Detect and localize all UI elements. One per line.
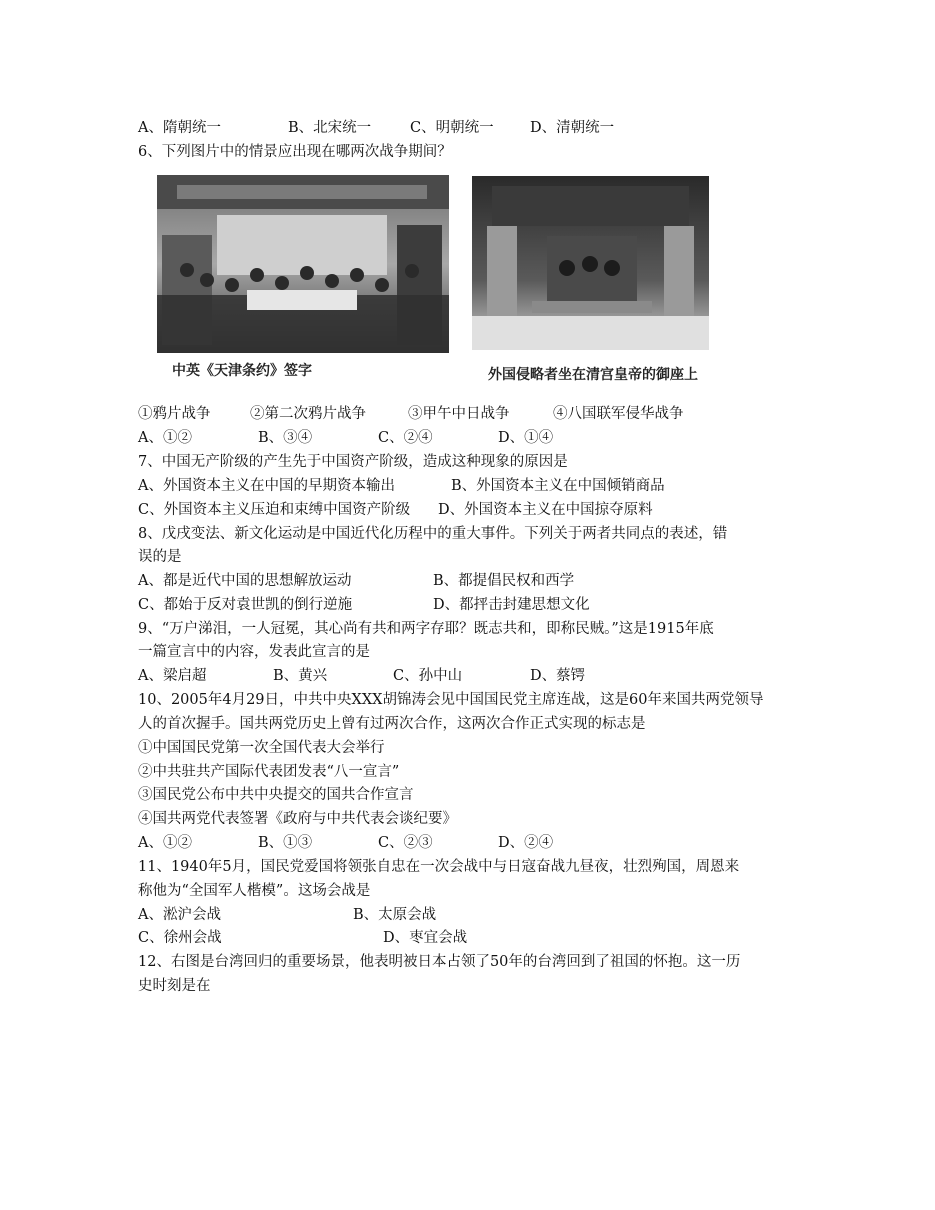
q8-stem-line2: 误的是 [138, 549, 182, 565]
q5-option-b[interactable]: B、北宋统一 [288, 120, 372, 136]
q11-option-d[interactable]: D、枣宜会战 [383, 930, 468, 946]
q11-stem-line2: 称他为“全国军人楷模”。这场会战是 [138, 883, 371, 899]
q10-option-b[interactable]: B、①③ [258, 835, 313, 851]
q10-option-c[interactable]: C、②③ [378, 835, 433, 851]
q10-item-4: ④国共两党代表签署《政府与中共代表会谈纪要》 [138, 811, 457, 827]
q9-option-a[interactable]: A、梁启超 [138, 668, 207, 684]
q11-stem-line1: 11、1940年5月，国民党爱国将领张自忠在一次会战中与日寇奋战九昼夜，壮烈殉国，周恩来 [138, 859, 740, 875]
q7-option-a[interactable]: A、外国资本主义在中国的早期资本输出 [138, 478, 395, 494]
q6-choice-4: ④八国联军侵华战争 [553, 406, 684, 422]
q10-option-d[interactable]: D、②④ [498, 835, 554, 851]
q7-option-d[interactable]: D、外国资本主义在中国掠夺原料 [438, 502, 653, 518]
q8-option-c[interactable]: C、都始于反对袁世凯的倒行逆施 [138, 597, 353, 613]
q6-stem: 6、下列图片中的情景应出现在哪两次战争期间？ [138, 144, 452, 160]
q9-stem-line2: 一篇宣言中的内容，发表此宣言的是 [138, 644, 370, 660]
q9-option-b[interactable]: B、黄兴 [273, 668, 328, 684]
q10-item-3: ③国民党公布中共中央提交的国共合作宣言 [138, 787, 414, 803]
q6-option-d[interactable]: D、①④ [498, 430, 554, 446]
q5-option-a[interactable]: A、隋朝统一 [138, 120, 221, 136]
q5-option-d[interactable]: D、清朝统一 [530, 120, 615, 136]
photo1-caption: 中英《天津条约》签字 [172, 363, 312, 379]
q10-item-1: ①中国国民党第一次全国代表大会举行 [138, 740, 385, 756]
q8-stem-line1: 8、戊戌变法、新文化运动是中国近代化历程中的重大事件。下列关于两者共同点的表述，错 [138, 526, 728, 542]
q7-option-c[interactable]: C、外国资本主义压迫和束缚中国资产阶级 [138, 502, 411, 518]
q11-option-c[interactable]: C、徐州会战 [138, 930, 222, 946]
q9-stem-line1: 9、“万户涕泪，一人冠冕，其心尚有共和两字存耶？既志共和，即称民贼。”这是1915年底 [138, 621, 714, 637]
q12-stem-line1: 12、右图是台湾回归的重要场景，他表明被日本占领了50年的台湾回到了祖国的怀抱。这一历 [138, 954, 741, 970]
q11-option-b[interactable]: B、太原会战 [353, 907, 437, 923]
q8-option-d[interactable]: D、都抨击封建思想文化 [433, 597, 590, 613]
q6-choice-2: ②第二次鸦片战争 [250, 406, 366, 422]
photo-qing-palace-throne [472, 176, 709, 350]
q11-option-a[interactable]: A、淞沪会战 [138, 907, 221, 923]
q12-stem-line2: 史时刻是在 [138, 978, 211, 994]
q7-stem: 7、中国无产阶级的产生先于中国资产阶级，造成这种现象的原因是 [138, 454, 568, 470]
photo-tianjin-treaty-image [157, 175, 449, 353]
q7-option-b[interactable]: B、外国资本主义在中国倾销商品 [451, 478, 665, 494]
q8-option-b[interactable]: B、都提倡民权和西学 [433, 573, 575, 589]
photo-qing-palace-image [472, 176, 709, 350]
q6-choice-1: ①鸦片战争 [138, 406, 211, 422]
q9-option-c[interactable]: C、孙中山 [393, 668, 463, 684]
q10-item-2: ②中共驻共产国际代表团发表“八一宣言” [138, 764, 400, 780]
photo2-caption: 外国侵略者坐在清宫皇帝的御座上 [488, 367, 698, 383]
q10-option-a[interactable]: A、①② [138, 835, 192, 851]
q9-option-d[interactable]: D、蔡锷 [530, 668, 586, 684]
photo-tianjin-treaty-signing [157, 175, 449, 353]
q5-option-c[interactable]: C、明朝统一 [410, 120, 494, 136]
q6-choice-3: ③甲午中日战争 [408, 406, 510, 422]
q10-stem-line2: 人的首次握手。国共两党历史上曾有过两次合作，这两次合作正式实现的标志是 [138, 716, 646, 732]
q6-option-a[interactable]: A、①② [138, 430, 192, 446]
q6-option-c[interactable]: C、②④ [378, 430, 433, 446]
q8-option-a[interactable]: A、都是近代中国的思想解放运动 [138, 573, 352, 589]
q10-stem-line1: 10、2005年4月29日，中共中央XXX胡锦涛会见中国国民党主席连战，这是60年来国共两党领导 [138, 692, 764, 708]
q6-option-b[interactable]: B、③④ [258, 430, 313, 446]
